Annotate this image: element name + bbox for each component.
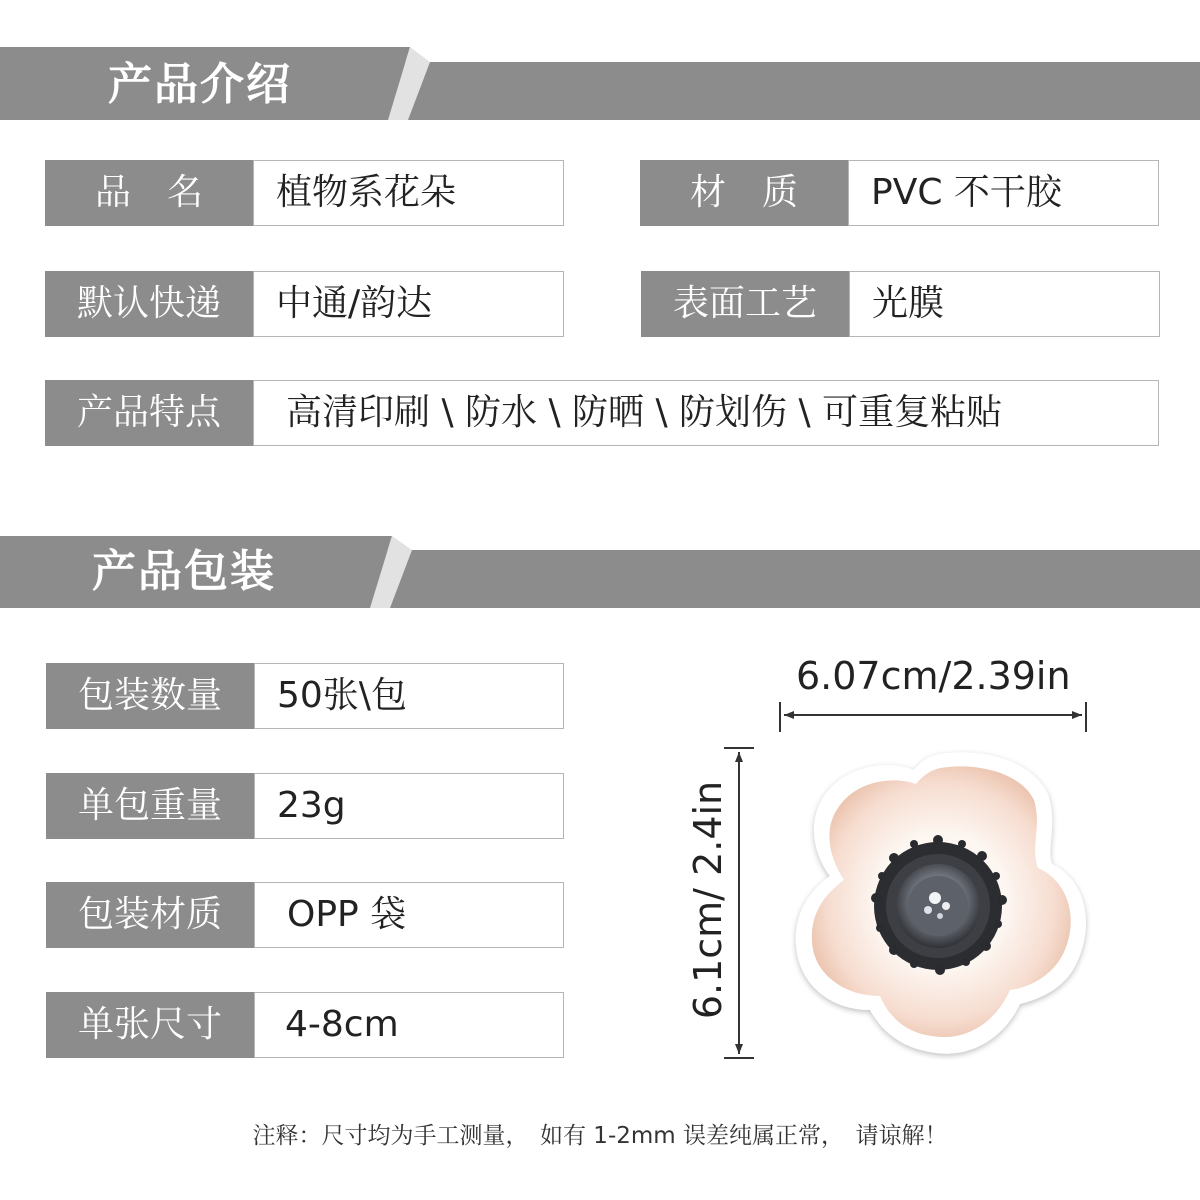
package-material-label: 包装材质 (46, 882, 254, 948)
sheet-size-value: 4-8cm (254, 992, 564, 1058)
packaging-banner (0, 536, 1200, 610)
courier-label: 默认快递 (45, 271, 253, 337)
row-sheet-size (46, 992, 564, 1058)
package-weight-label: 单包重量 (46, 773, 254, 839)
width-dimension-label: 6.07cm/2.39in (796, 654, 1071, 698)
row-courier (45, 271, 564, 337)
courier-value: 中通/韵达 (253, 271, 564, 337)
row-surface (641, 271, 1160, 337)
row-features (45, 380, 1159, 446)
height-dimension-label: 6.1cm/ 2.4in (686, 780, 730, 1020)
features-value: 高清印刷 \ 防水 \ 防晒 \ 防划伤 \ 可重复粘贴 (253, 380, 1159, 446)
row-product-name (45, 160, 564, 226)
surface-label: 表面工艺 (641, 271, 849, 337)
measurement-note: 注释：尺寸均为手工测量， 如有 1-2mm 误差纯属正常， 请谅解！ (252, 1123, 948, 1149)
row-package-weight (46, 773, 564, 839)
row-package-qty (46, 663, 564, 729)
packaging-title: 产品包装 (92, 546, 276, 597)
product-name-label: 品 名 (45, 160, 253, 226)
material-value: PVC 不干胶 (848, 160, 1159, 226)
product-name-value: 植物系花朵 (253, 160, 564, 226)
intro-title: 产品介绍 (108, 59, 292, 110)
package-qty-value: 50张\包 (254, 663, 564, 729)
height-dimension-line (722, 742, 758, 1066)
flower-sticker-image (790, 748, 1090, 1060)
intro-banner (0, 47, 1200, 121)
row-material (640, 160, 1159, 226)
package-qty-label: 包装数量 (46, 663, 254, 729)
surface-value: 光膜 (849, 271, 1160, 337)
sheet-size-label: 单张尺寸 (46, 992, 254, 1058)
width-dimension-line (770, 700, 1100, 734)
package-weight-value: 23g (254, 773, 564, 839)
material-label: 材 质 (640, 160, 848, 226)
row-package-material (46, 882, 564, 948)
package-material-value: OPP 袋 (254, 882, 564, 948)
features-label: 产品特点 (45, 380, 253, 446)
